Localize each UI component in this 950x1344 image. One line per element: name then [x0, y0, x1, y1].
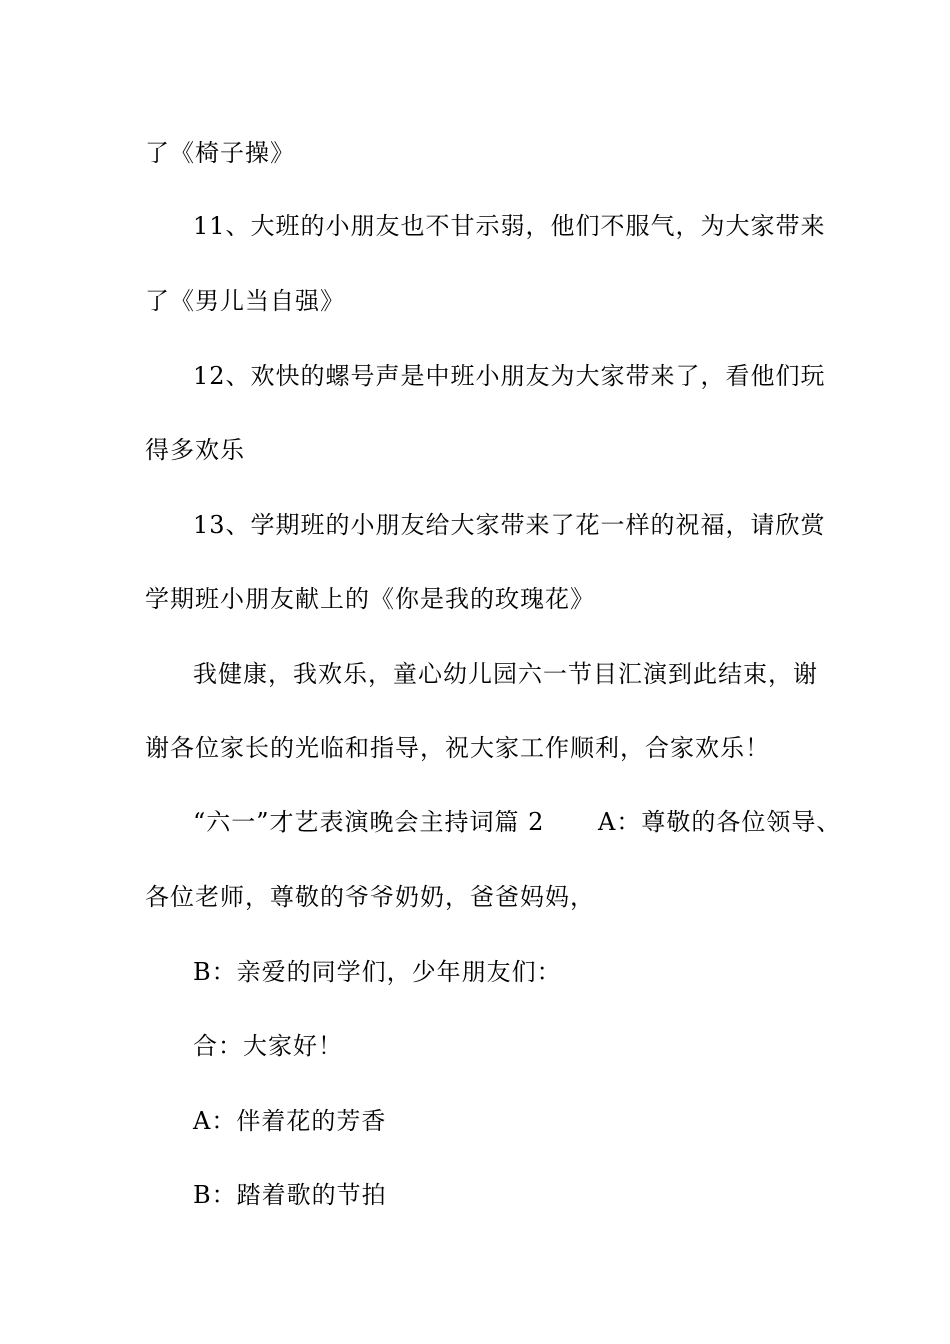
dialogue-line: B：踏着歌的节拍: [193, 1181, 387, 1209]
text-line: 谢各位家长的光临和指导，祝大家工作顺利，合家欢乐！: [145, 734, 770, 762]
text-line: 我健康，我欢乐，童心幼儿园六一节目汇演到此结束，谢: [193, 660, 818, 688]
section-heading-line: [193, 802, 842, 842]
text-line: 各位老师，尊敬的爷爷奶奶，爸爸妈妈，: [145, 883, 595, 911]
text-line: 了《男儿当自强》: [145, 287, 345, 315]
dialogue-line: 合：大家好！: [193, 1032, 343, 1060]
dialogue-a-greeting: A：尊敬的各位领导、: [598, 808, 842, 836]
text-line: 了《椅子操》: [145, 139, 295, 167]
text-line: 12、欢快的螺号声是中班小朋友为大家带来了，看他们玩: [193, 362, 826, 390]
text-line: 13、学期班的小朋友给大家带来了花一样的祝福，请欣赏: [193, 511, 826, 539]
text-line: 学期班小朋友献上的《你是我的玫瑰花》: [145, 585, 595, 613]
dialogue-line: B：亲爱的同学们，少年朋友们：: [193, 958, 562, 986]
text-line: 11、大班的小朋友也不甘示弱，他们不服气，为大家带来: [193, 212, 826, 240]
text-line: 得多欢乐: [145, 436, 245, 464]
dialogue-line: A：伴着花的芳香: [193, 1107, 387, 1135]
section-heading: “六一”才艺表演晚会主持词篇 2: [193, 808, 545, 836]
